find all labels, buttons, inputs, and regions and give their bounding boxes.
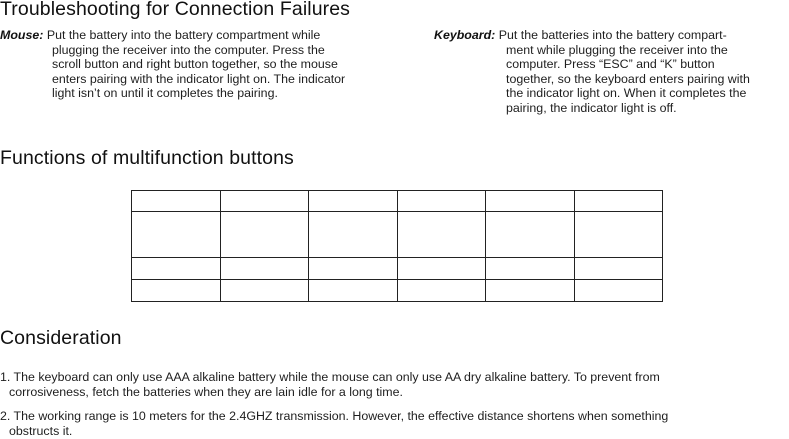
multifunction-buttons-table [131, 190, 663, 302]
table-cell [397, 191, 486, 212]
table-row [132, 280, 663, 302]
table-cell [132, 280, 221, 302]
table-cell [132, 191, 221, 212]
table-cell [220, 280, 309, 302]
consideration-heading: Consideration [0, 327, 122, 349]
table-row [132, 191, 663, 212]
functions-heading: Functions of multifunction buttons [0, 147, 294, 169]
keyboard-label: Keyboard: [434, 28, 496, 42]
mouse-text-line: enters pairing with the indicator light on. The indicator [52, 71, 346, 86]
mouse-text-line: scroll button and right button together, so the mouse [52, 57, 338, 72]
keyboard-text-line: ment while plugging the receiver into the [506, 42, 728, 57]
consideration-line: 1. The keyboard can only use AAA alkaline battery while the mouse can only use AA dry alkaline battery. To prevent from [0, 370, 660, 384]
table-cell [132, 258, 221, 280]
table-cell [486, 191, 575, 212]
table-cell [574, 212, 663, 258]
table-cell [220, 212, 309, 258]
keyboard-text-line: the indicator light on. When it completes the [506, 86, 747, 101]
mouse-troubleshooting-paragraph [0, 28, 405, 101]
mouse-text-line: light isn’t on until it completes the pairing. [52, 86, 278, 101]
table-cell [309, 212, 398, 258]
table-cell [132, 212, 221, 258]
consideration-line: obstructs it. [9, 423, 73, 438]
mouse-text-line: plugging the receiver into the computer. Press the [52, 42, 325, 57]
table-cell [220, 258, 309, 280]
keyboard-text-line: computer. Press “ESC” and “K” button [506, 57, 715, 72]
mouse-text-line: Put the battery into the battery compartment while [46, 28, 321, 42]
table-cell [574, 258, 663, 280]
table-cell [397, 212, 486, 258]
consideration-line: corrosiveness, fetch the batteries when they are lain idle for a long time. [9, 384, 403, 399]
table-cell [309, 280, 398, 302]
table-cell [397, 280, 486, 302]
consideration-line: 2. The working range is 10 meters for the 2.4GHZ transmission. However, the effective distance shortens when something [0, 409, 669, 423]
table-row [132, 212, 663, 258]
table-cell [397, 258, 486, 280]
table-cell [486, 280, 575, 302]
table-cell [309, 191, 398, 212]
table-cell [574, 191, 663, 212]
mouse-paragraph-line [0, 28, 405, 43]
keyboard-text-line: Put the batteries into the battery compart- [498, 28, 727, 42]
keyboard-text-line: pairing, the indicator light is off. [506, 100, 677, 115]
table-cell [309, 258, 398, 280]
table-cell [486, 212, 575, 258]
consideration-item-range [0, 409, 789, 438]
table-row [132, 258, 663, 280]
keyboard-text-line: together, so the keyboard enters pairing with [506, 71, 750, 86]
keyboard-paragraph-line [434, 28, 789, 43]
keyboard-troubleshooting-paragraph [434, 28, 789, 116]
table-cell [220, 191, 309, 212]
table-cell [486, 258, 575, 280]
table-cell [574, 280, 663, 302]
troubleshooting-heading: Troubleshooting for Connection Failures [0, 0, 351, 20]
mouse-label: Mouse: [0, 28, 44, 42]
consideration-item-battery [0, 370, 789, 399]
